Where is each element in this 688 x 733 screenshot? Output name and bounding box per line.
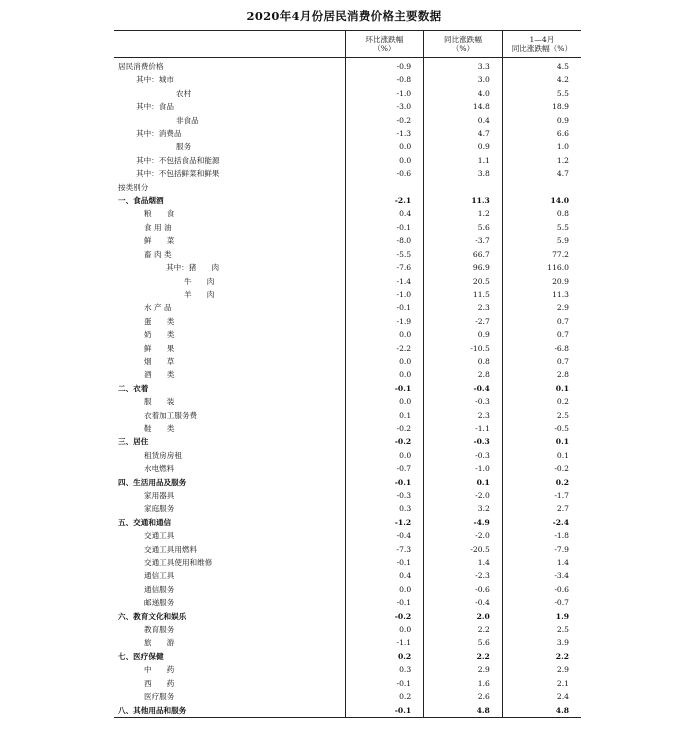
ytd-value: 3.9 bbox=[502, 636, 581, 649]
ytd-value: -2.4 bbox=[502, 516, 581, 529]
row-label: 七、医疗保健 bbox=[118, 651, 164, 661]
row-label: 服 装 bbox=[144, 397, 175, 407]
yoy-value: 5.6 bbox=[424, 221, 503, 234]
ytd-value: 5.5 bbox=[502, 87, 581, 100]
page-title: 2020年4月份居民消费价格主要数据 bbox=[246, 9, 442, 23]
yoy-value: 4.8 bbox=[424, 704, 503, 718]
mom-value: 0.0 bbox=[345, 395, 424, 408]
mom-value: 0.0 bbox=[345, 154, 424, 167]
table-row bbox=[114, 355, 581, 368]
ytd-value: 2.2 bbox=[502, 650, 581, 663]
ytd-value: 20.9 bbox=[502, 275, 581, 288]
mom-value: -0.1 bbox=[345, 221, 424, 234]
yoy-value: 96.9 bbox=[424, 261, 503, 274]
yoy-value: 0.1 bbox=[424, 476, 503, 489]
mom-value: 0.4 bbox=[345, 207, 424, 220]
row-label: 中 药 bbox=[144, 665, 175, 675]
yoy-value: 3.0 bbox=[424, 73, 503, 86]
yoy-value: 2.2 bbox=[424, 650, 503, 663]
table-row bbox=[114, 368, 581, 381]
mom-value: -0.2 bbox=[345, 435, 424, 448]
ytd-value: 2.5 bbox=[502, 623, 581, 636]
ytd-value: -0.5 bbox=[502, 422, 581, 435]
mom-value: -1.3 bbox=[345, 127, 424, 140]
mom-value: 0.2 bbox=[345, 690, 424, 703]
mom-value: -0.6 bbox=[345, 167, 424, 180]
row-label: 五、交通和通信 bbox=[118, 517, 172, 527]
mom-value: -0.2 bbox=[345, 422, 424, 435]
ytd-value bbox=[502, 181, 581, 194]
table-row bbox=[114, 636, 581, 649]
ytd-value: 2.7 bbox=[502, 502, 581, 515]
yoy-value: -20.5 bbox=[424, 543, 503, 556]
table-row bbox=[114, 140, 581, 153]
ytd-value: 0.7 bbox=[502, 328, 581, 341]
table-row bbox=[114, 167, 581, 180]
row-label: 粮 食 bbox=[144, 209, 175, 219]
yoy-value: 2.3 bbox=[424, 409, 503, 422]
yoy-value: 3.2 bbox=[424, 502, 503, 515]
row-label: 其中：猪 肉 bbox=[166, 263, 220, 273]
mom-value: 0.2 bbox=[345, 650, 424, 663]
table-row bbox=[114, 690, 581, 703]
table-row bbox=[114, 462, 581, 475]
mom-value: -1.0 bbox=[345, 87, 424, 100]
yoy-value: 1.4 bbox=[424, 556, 503, 569]
yoy-value: 2.9 bbox=[424, 663, 503, 676]
yoy-value: 0.4 bbox=[424, 114, 503, 127]
mom-value: 0.0 bbox=[345, 623, 424, 636]
table-body bbox=[114, 58, 581, 718]
row-label: 非食品 bbox=[176, 115, 199, 125]
ytd-value: 1.9 bbox=[502, 610, 581, 623]
table-row bbox=[114, 127, 581, 140]
row-label: 水 产 品 bbox=[144, 303, 172, 313]
mom-value: 0.0 bbox=[345, 368, 424, 381]
header-label-cell bbox=[114, 31, 345, 58]
table-row bbox=[114, 73, 581, 86]
table-row bbox=[114, 194, 581, 207]
header-mom-label: 环比涨跌幅 bbox=[365, 34, 404, 44]
mom-value: -0.1 bbox=[345, 301, 424, 314]
ytd-value: 0.2 bbox=[502, 395, 581, 408]
ytd-value: -1.8 bbox=[502, 529, 581, 542]
row-label: 租赁房房租 bbox=[144, 450, 182, 460]
mom-value: 0.3 bbox=[345, 663, 424, 676]
ytd-value: 2.9 bbox=[502, 301, 581, 314]
table-row bbox=[114, 543, 581, 556]
mom-value: 0.0 bbox=[345, 355, 424, 368]
ytd-value: 0.1 bbox=[502, 382, 581, 395]
header-ytd-period: 1—4月 bbox=[529, 34, 555, 44]
row-label: 八、其他用品和服务 bbox=[114, 704, 345, 718]
table-row bbox=[114, 275, 581, 288]
mom-value: -0.3 bbox=[345, 489, 424, 502]
row-label: 鲜 菜 bbox=[144, 236, 175, 246]
row-label: 食 用 油 bbox=[144, 222, 172, 232]
yoy-value: 2.6 bbox=[424, 690, 503, 703]
table-row bbox=[114, 476, 581, 489]
table-row bbox=[114, 248, 581, 261]
ytd-value: 4.7 bbox=[502, 167, 581, 180]
row-label: 教育服务 bbox=[144, 625, 175, 635]
ytd-value: 2.9 bbox=[502, 663, 581, 676]
mom-value: -7.3 bbox=[345, 543, 424, 556]
yoy-value: 14.8 bbox=[424, 100, 503, 113]
table-row bbox=[114, 58, 581, 74]
table-row bbox=[114, 328, 581, 341]
table-row bbox=[114, 221, 581, 234]
yoy-value: 0.8 bbox=[424, 355, 503, 368]
ytd-value: 14.0 bbox=[502, 194, 581, 207]
yoy-value: -0.6 bbox=[424, 583, 503, 596]
yoy-value: 11.3 bbox=[424, 194, 503, 207]
row-label: 一、食品烟酒 bbox=[118, 196, 164, 206]
ytd-value: 2.1 bbox=[502, 677, 581, 690]
mom-value: 0.1 bbox=[345, 409, 424, 422]
row-label: 二、衣着 bbox=[118, 383, 149, 393]
table-row bbox=[114, 87, 581, 100]
table-row bbox=[114, 342, 581, 355]
row-label: 旅 游 bbox=[144, 638, 175, 648]
mom-value: -0.9 bbox=[345, 58, 424, 74]
ytd-value: -0.2 bbox=[502, 462, 581, 475]
header-yoy bbox=[424, 31, 503, 58]
row-label: 鲜 果 bbox=[144, 343, 175, 353]
mom-value: -1.0 bbox=[345, 288, 424, 301]
yoy-value: -2.0 bbox=[424, 529, 503, 542]
yoy-value: 20.5 bbox=[424, 275, 503, 288]
ytd-value: 0.8 bbox=[502, 207, 581, 220]
row-label: 奶 类 bbox=[144, 330, 175, 340]
mom-value: -2.2 bbox=[345, 342, 424, 355]
row-label: 交通工具 bbox=[144, 531, 175, 541]
table-row bbox=[114, 529, 581, 542]
table-row bbox=[114, 435, 581, 448]
mom-value: -0.1 bbox=[345, 596, 424, 609]
row-label: 六、教育文化和娱乐 bbox=[118, 611, 187, 621]
yoy-value: -2.3 bbox=[424, 569, 503, 582]
ytd-value: 5.9 bbox=[502, 234, 581, 247]
table-row bbox=[114, 516, 581, 529]
table-row bbox=[114, 382, 581, 395]
table-row bbox=[114, 677, 581, 690]
table-row bbox=[114, 650, 581, 663]
ytd-value: 11.3 bbox=[502, 288, 581, 301]
yoy-value: -0.3 bbox=[424, 435, 503, 448]
yoy-value: 1.1 bbox=[424, 154, 503, 167]
row-label: 西 药 bbox=[144, 678, 175, 688]
mom-value: -0.1 bbox=[345, 476, 424, 489]
table-header-row bbox=[114, 31, 581, 58]
row-label: 牛 肉 bbox=[184, 276, 215, 286]
ytd-value: -7.9 bbox=[502, 543, 581, 556]
yoy-value: 66.7 bbox=[424, 248, 503, 261]
table-row bbox=[114, 100, 581, 113]
row-label: 烟 草 bbox=[144, 356, 175, 366]
yoy-value: 5.6 bbox=[424, 636, 503, 649]
mom-value: -0.7 bbox=[345, 462, 424, 475]
yoy-value: 0.9 bbox=[424, 328, 503, 341]
row-label: 农村 bbox=[176, 88, 192, 98]
row-label: 交通工具用燃料 bbox=[144, 544, 198, 554]
row-label: 三、居住 bbox=[118, 437, 149, 447]
header-ytd-label: 同比涨跌幅（%） bbox=[511, 44, 573, 53]
ytd-value: 116.0 bbox=[502, 261, 581, 274]
ytd-value: 0.9 bbox=[502, 114, 581, 127]
ytd-value: -3.4 bbox=[502, 569, 581, 582]
yoy-value: -1.1 bbox=[424, 422, 503, 435]
yoy-value: 4.7 bbox=[424, 127, 503, 140]
mom-value: -2.1 bbox=[345, 194, 424, 207]
mom-value: -1.9 bbox=[345, 315, 424, 328]
mom-value: -3.0 bbox=[345, 100, 424, 113]
yoy-value: 2.2 bbox=[424, 623, 503, 636]
yoy-value: -0.4 bbox=[424, 382, 503, 395]
mom-value bbox=[345, 181, 424, 194]
mom-value: 0.0 bbox=[345, 140, 424, 153]
ytd-value: -1.7 bbox=[502, 489, 581, 502]
cpi-data-table bbox=[114, 30, 581, 718]
mom-value: -1.1 bbox=[345, 636, 424, 649]
row-label: 交通工具使用和维修 bbox=[144, 558, 213, 568]
yoy-value: -0.4 bbox=[424, 596, 503, 609]
ytd-value: 0.7 bbox=[502, 315, 581, 328]
mom-value: 0.0 bbox=[345, 583, 424, 596]
ytd-value: 1.4 bbox=[502, 556, 581, 569]
row-label: 邮递服务 bbox=[144, 598, 175, 608]
row-label: 鞋 类 bbox=[144, 423, 175, 433]
yoy-value: -2.0 bbox=[424, 489, 503, 502]
mom-value: -8.0 bbox=[345, 234, 424, 247]
row-label: 医疗服务 bbox=[144, 692, 175, 702]
ytd-value: -0.6 bbox=[502, 583, 581, 596]
yoy-value: -3.7 bbox=[424, 234, 503, 247]
ytd-value: 0.2 bbox=[502, 476, 581, 489]
mom-value: -0.1 bbox=[345, 704, 424, 718]
yoy-value: -0.3 bbox=[424, 449, 503, 462]
row-label: 蛋 类 bbox=[144, 316, 175, 326]
row-label: 其中：不包括食品和能源 bbox=[136, 155, 220, 165]
header-yoy-label: 同比涨跌幅 bbox=[444, 34, 482, 44]
table-row bbox=[114, 623, 581, 636]
ytd-value: 18.9 bbox=[502, 100, 581, 113]
header-yoy-unit: （%） bbox=[451, 44, 475, 53]
yoy-value: 2.3 bbox=[424, 301, 503, 314]
yoy-value: 0.9 bbox=[424, 140, 503, 153]
mom-value: -1.2 bbox=[345, 516, 424, 529]
header-mom bbox=[345, 31, 424, 58]
yoy-value: -10.5 bbox=[424, 342, 503, 355]
table-row bbox=[114, 261, 581, 274]
ytd-value: -6.8 bbox=[502, 342, 581, 355]
table-row bbox=[114, 449, 581, 462]
yoy-value: -0.3 bbox=[424, 395, 503, 408]
ytd-value: 6.6 bbox=[502, 127, 581, 140]
table-row bbox=[114, 301, 581, 314]
mom-value: -0.1 bbox=[345, 382, 424, 395]
yoy-value: 2.0 bbox=[424, 610, 503, 623]
ytd-value: -0.7 bbox=[502, 596, 581, 609]
table-row bbox=[114, 422, 581, 435]
row-label: 居民消费价格 bbox=[118, 62, 164, 71]
table-row bbox=[114, 569, 581, 582]
table-row bbox=[114, 234, 581, 247]
yoy-value: 4.0 bbox=[424, 87, 503, 100]
row-label: 水电燃料 bbox=[144, 464, 175, 474]
yoy-value: -2.7 bbox=[424, 315, 503, 328]
table-row bbox=[114, 154, 581, 167]
ytd-value: 0.1 bbox=[502, 435, 581, 448]
row-label: 酒 类 bbox=[144, 370, 175, 380]
yoy-value: -4.9 bbox=[424, 516, 503, 529]
ytd-value: 0.1 bbox=[502, 449, 581, 462]
table-row bbox=[114, 114, 581, 127]
ytd-value: 2.5 bbox=[502, 409, 581, 422]
table-row bbox=[114, 315, 581, 328]
row-label: 其中：消费品 bbox=[136, 129, 182, 139]
row-label: 通信工具 bbox=[144, 571, 175, 581]
table-row bbox=[114, 409, 581, 422]
ytd-value: 4.8 bbox=[502, 704, 581, 718]
ytd-value: 2.8 bbox=[502, 368, 581, 381]
row-label: 其中：城市 bbox=[136, 75, 174, 85]
table-row bbox=[114, 610, 581, 623]
ytd-value: 1.0 bbox=[502, 140, 581, 153]
yoy-value: 3.8 bbox=[424, 167, 503, 180]
mom-value: 0.0 bbox=[345, 328, 424, 341]
mom-value: -0.4 bbox=[345, 529, 424, 542]
row-label: 其中：食品 bbox=[136, 102, 174, 112]
mom-value: -0.8 bbox=[345, 73, 424, 86]
table-row bbox=[114, 663, 581, 676]
yoy-value: 2.8 bbox=[424, 368, 503, 381]
table-row bbox=[114, 489, 581, 502]
table-row bbox=[114, 207, 581, 220]
table-row bbox=[114, 596, 581, 609]
table-row bbox=[114, 704, 581, 718]
yoy-value: 1.6 bbox=[424, 677, 503, 690]
table-row bbox=[114, 502, 581, 515]
row-label: 按类别分 bbox=[118, 182, 149, 192]
row-label: 家庭服务 bbox=[144, 504, 175, 514]
mom-value: 0.0 bbox=[345, 449, 424, 462]
yoy-value: 11.5 bbox=[424, 288, 503, 301]
yoy-value: 1.2 bbox=[424, 207, 503, 220]
ytd-value: 1.2 bbox=[502, 154, 581, 167]
row-label: 服务 bbox=[176, 142, 192, 152]
row-label: 衣着加工服务费 bbox=[144, 410, 198, 420]
mom-value: 0.4 bbox=[345, 569, 424, 582]
table-row bbox=[114, 583, 581, 596]
yoy-value: -1.0 bbox=[424, 462, 503, 475]
ytd-value: 5.5 bbox=[502, 221, 581, 234]
table-row bbox=[114, 288, 581, 301]
ytd-value: 77.2 bbox=[502, 248, 581, 261]
header-mom-unit: （%） bbox=[373, 44, 396, 53]
row-label: 畜 肉 类 bbox=[144, 249, 172, 259]
mom-value: -5.5 bbox=[345, 248, 424, 261]
ytd-value: 2.4 bbox=[502, 690, 581, 703]
row-label: 四、生活用品及服务 bbox=[118, 477, 187, 487]
row-label: 通信服务 bbox=[144, 584, 175, 594]
mom-value: 0.3 bbox=[345, 502, 424, 515]
table-row bbox=[114, 556, 581, 569]
mom-value: -7.6 bbox=[345, 261, 424, 274]
yoy-value bbox=[424, 181, 503, 194]
row-label: 家用器具 bbox=[144, 491, 175, 500]
row-label: 其中：不包括鲜菜和鲜果 bbox=[136, 169, 220, 179]
table-row bbox=[114, 395, 581, 408]
mom-value: -0.2 bbox=[345, 114, 424, 127]
table-row bbox=[114, 181, 581, 194]
mom-value: -0.1 bbox=[345, 556, 424, 569]
row-label: 羊 肉 bbox=[184, 289, 215, 299]
ytd-value: 0.7 bbox=[502, 355, 581, 368]
mom-value: -1.4 bbox=[345, 275, 424, 288]
header-ytd bbox=[502, 31, 581, 58]
mom-value: -0.2 bbox=[345, 610, 424, 623]
ytd-value: 4.2 bbox=[502, 73, 581, 86]
yoy-value: 3.3 bbox=[424, 58, 503, 74]
mom-value: -0.1 bbox=[345, 677, 424, 690]
ytd-value: 4.5 bbox=[502, 58, 581, 74]
